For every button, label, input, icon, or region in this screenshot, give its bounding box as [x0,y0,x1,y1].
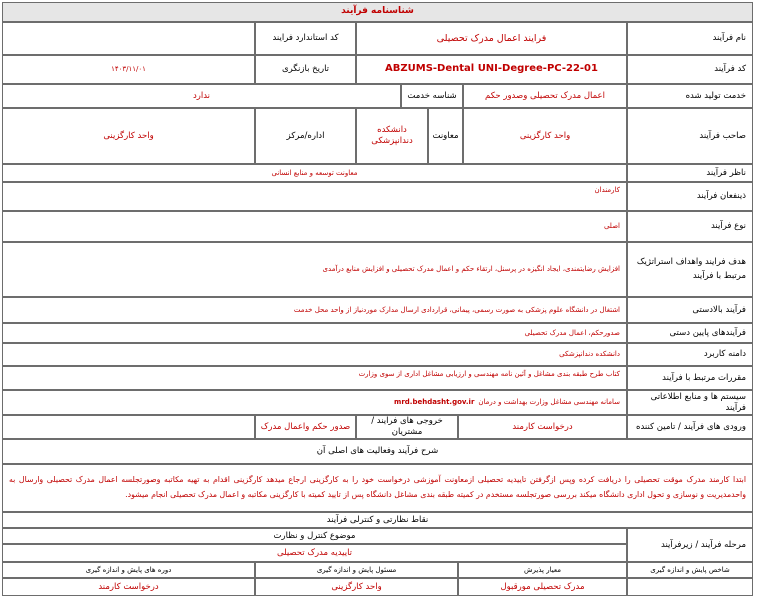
goal-value: افزایش رضایتمندی، ایجاد انگیزه در پرسنل، ارتقاء حکم و اعمال مدرک تحصیلی و افزایش منابع درآمدی [2,242,627,297]
name-value: فرایند اعمال مدرک تحصیلی [356,22,627,55]
service-id-value: ندارد [2,84,401,108]
code-value: ABZUMS-Dental UNI-Degree-PC-22-01 [356,55,627,84]
period-value: درخواست کارمند [2,578,255,596]
review-date-label: تاریخ بازنگری [255,55,356,84]
inputs-label: ورودی های فرآیند / تامین کننده [627,415,753,439]
control-subject-label: موضوع کنترل و نظارت [2,528,627,544]
rules-label: مقررات مرتبط با فرآیند [627,366,753,390]
indicator-label: شاخص پایش و اندازه گیری [627,562,753,578]
upstream-label: فرآیند بالادستی [627,297,753,323]
control-subject-value: تاییدیه مدرک تحصیلی [2,544,627,562]
std-code-value [2,22,255,55]
stakeholders-label: ذینفعان فرآیند [627,182,753,211]
stage-value: مدرک تحصیلی مورقبول [458,578,627,596]
outputs-value: صدور حکم واعمال مدرک [255,415,356,439]
sheet-title: شناسنامه فرآیند [2,2,753,22]
std-code-label: کد استاندارد فرایند [255,22,356,55]
rules-value: کتاب طرح طبقه بندی مشاغل و آئین نامه مهندسی و ارزیابی مشاغل اداری از سوی وزارت [2,366,627,390]
control-header: نقاط نظارتی و کنترلی فرآیند [2,512,753,528]
service-id-label: شناسه خدمت [401,84,463,108]
responsible-value: واحد کارگزینی [255,578,458,596]
systems-value: سامانه مهندسی مشاغل وزارت بهداشت و درمان [478,398,620,407]
owner-unit-2: واحد کارگزینی [2,108,255,164]
systems-value-cell [2,390,627,415]
owner-unit: واحد کارگزینی [463,108,627,164]
scope-label: دامنه کاربرد [627,343,753,366]
type-value: اصلی [2,211,627,242]
desc-header: شرح فرآیند وفعالیت های اصلی آن [2,439,753,464]
scope-value: دانشکده دندانپزشکی [2,343,627,366]
type-label: نوع فرآیند [627,211,753,242]
code-label: کد فرآیند [627,55,753,84]
service-value: اعمال مدرک تحصیلی وصدور حکم [463,84,627,108]
stage-value-label [627,578,753,596]
outputs-label: خروجی های فرآیند / مشتریان [356,415,458,439]
service-label: خدمت تولید شده [627,84,753,108]
supervisor-value: معاونت توسعه و منابع انسانی [2,164,627,182]
supervisor-label: ناظر فرآیند [627,164,753,182]
review-date-value: ۱۴۰۳/۱۱/۰۱ [2,55,255,84]
criterion-label: معیار پذیرش [458,562,627,578]
downstream-label: فرآیندهای پایین دستی [627,323,753,343]
owner-center: اداره/مرکز [255,108,356,164]
outputs-blank [2,415,255,439]
name-label: نام فرآیند [627,22,753,55]
responsible-label: مسئول پایش و اندازه گیری [255,562,458,578]
owner-school: دانشکده دندانپزشکی [356,108,428,164]
systems-label: سیستم ها و منابع اطلاعاتی فرآیند [627,390,753,415]
upstream-value: اشتغال در دانشگاه علوم پزشکی به صورت رسمی، پیمانی، قراردادی ارسال مدارک موردنیاز از واحد محل خدمت [2,297,627,323]
systems-link[interactable]: mrd.behdasht.gov.ir [394,398,475,407]
desc-text: ابتدا کارمند مدرک موقت تحصیلی را دریافت کرده وپس ازگرفتن تاییدیه تحصیلی ازمعاونت آموزشی درخواست خود را به کارگزینی ارجاع میدهد کارگزینی اقدام به تهیه مکاتبه وصورتجلسه اعمال مدرک تحصیلی وارسال به واحدمدیریت و نوسازی و تحول اداری دانشگاه میکند بررسی صورتجلسه مستخدم در کمیته طبقه بندی مشاغل دانشگاه پس از تایید کمیته با کارگزینی مکاتبه و اعمال مدرک تحصیلی انجام میشود. [2,464,753,512]
period-label: دوره های پایش و اندازه گیری [2,562,255,578]
stakeholders-value: کارمندان [2,182,627,211]
inputs-value: درخواست کارمند [458,415,627,439]
goal-label: هدف فرایند واهداف استراتژیک مرتبط با فرآیند [627,242,753,297]
owner-deputy: معاونت [428,108,463,164]
downstream-value: صدورحکم، اعمال مدرک تحصیلی [2,323,627,343]
owner-label: صاحب فرآیند [627,108,753,164]
stage-label: مرحله فرآیند / زیرفرآیند [627,528,753,562]
